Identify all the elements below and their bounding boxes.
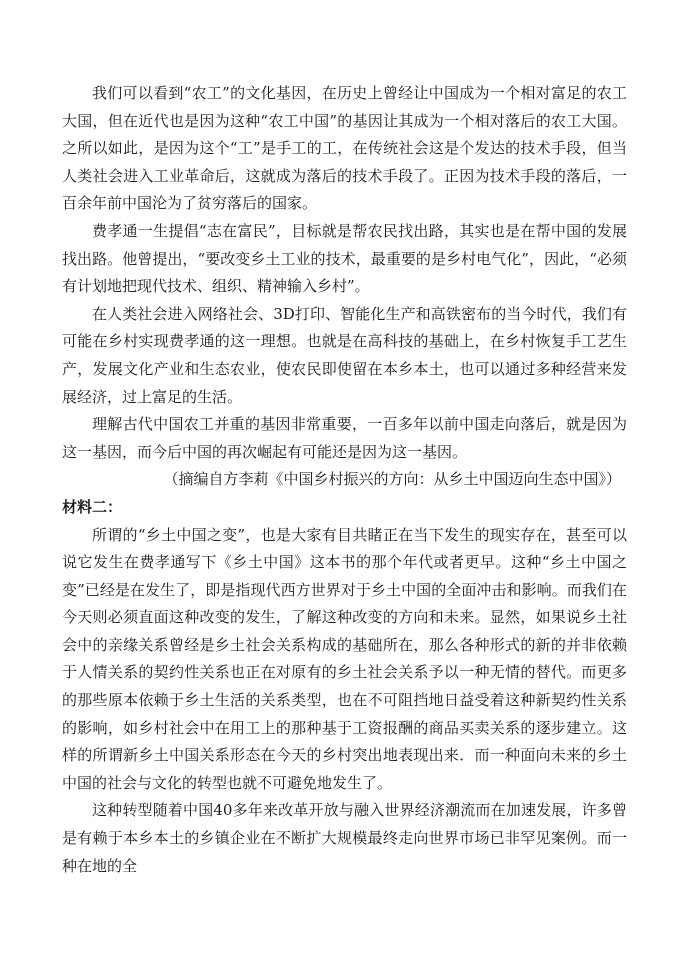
- material-two-heading: 材料二：: [62, 497, 123, 516]
- paragraph-transformation: 这种转型随着中国40多年来改革开放与融入世界经济潮流而在加速发展，许多曾是有赖于本乡本土的乡镇企业在不断扩大规模最终走向世界市场已非罕见案例。而一种在地的全: [62, 801, 627, 875]
- paragraph-network-society: 在人类社会进入网络社会、3D打印、智能化生产和高铁密布的当今时代，我们有可能在乡村实现费孝通的这一理想。也就是在高科技的基础上，在乡村恢复手工艺生产，发展文化产业和生态农业，使农民即使留在本乡本土，也可以通过多种经营来发展经济，过上富足的生活。: [62, 304, 627, 406]
- paragraph-nonggong-gene: 我们可以看到“农工”的文化基因，在历史上曾经让中国成为一个相对富足的农工大国，但在近代也是因为这种“农工中国”的基因让其成为一个相对落后的农工大国。之所以如此，是因为这个“工”是手工的工，在传统社会这是个发达的技术手段，但当人类社会进入工业革命后，这就成为落后的技术手段了。正因为技术手段的落后，一百余年前中国沦为了贫穷落后的国家。: [62, 84, 627, 213]
- paragraph-fei-xiaotong: 费孝通一生提倡“志在富民”，目标就是帮农民找出路，其实也是在帮中国的发展找出路。他曾提出，“要改变乡土工业的技术，最重要的是乡村电气化”，因此，“必须有计划地把现代技术、组织、精神输入乡村”。: [62, 221, 627, 296]
- paragraph-understanding-gene: 理解古代中国农工并重的基因非常重要，一百多年以前中国走向落后，就是因为这一基因，而今后中国的再次崛起有可能还是因为这一基因。: [62, 415, 627, 461]
- paragraph-rural-china-change: 所谓的“乡土中国之变”，也是大家有目共睹正在当下发生的现实存在，甚至可以说它发生在费孝通写下《乡土中国》这本书的那个年代或者更早。这种“乡土中国之变”已经是在发生了，即是指现代西方世界对于乡土中国的全面冲击和影响。而我们在今天则必须直面这种改变的发生，了解这种改变的方向和未来。显然，如果说乡土社会中的亲缘关系曾经是乡土社会关系构成的基础所在，那么各种形式的新的并非依赖于人情关系的契约性关系也正在对原有的乡土社会关系予以一种无情的替代。而更多的那些原本依赖于乡土生活的关系类型，也在不可阻挡地日益受着这种新契约性关系的影响，如乡村社会中在用工上的那种基于工资报酬的商品买卖关系的逐步建立。这样的所谓新乡土中国关系形态在今天的乡村突出地表现出来．而一种面向未来的乡土中国的社会与文化的转型也就不可避免地发生了。: [62, 525, 627, 792]
- document-page: [62, 80, 627, 880]
- source-citation: （摘编自方李莉《中国乡村振兴的方向：从乡土中国迈向生态中国》）: [163, 470, 621, 489]
